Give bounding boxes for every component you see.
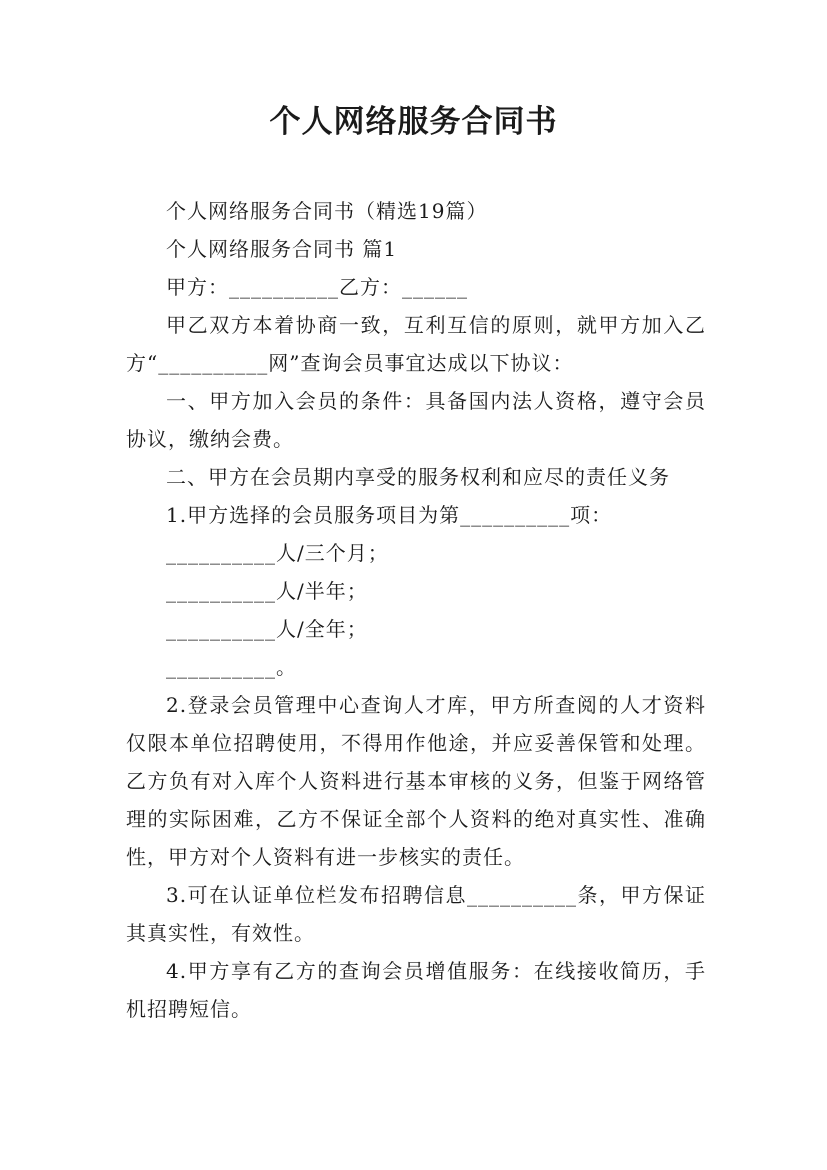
paragraph-item-1: 1.甲方选择的会员服务项目为第__________项：	[166, 503, 613, 527]
paragraph-item-4: 4.甲方享有乙方的查询会员增值服务：在线接收简历，手机招聘短信。	[126, 959, 706, 1021]
paragraph-clause-1: 一、甲方加入会员的条件：具备国内法人资格，遵守会员协议，缴纳会费。	[126, 389, 706, 451]
paragraph-subtitle: 个人网络服务合同书（精选19篇）	[166, 199, 488, 223]
paragraph-section-heading: 个人网络服务合同书 篇1	[166, 237, 398, 261]
document-body	[126, 192, 706, 1028]
paragraph-item-3: 3.可在认证单位栏发布招聘信息__________条，甲方保证其真实性，有效性。	[126, 883, 706, 945]
paragraph-parties: 甲方：__________乙方：______	[166, 275, 468, 299]
paragraph-option-half-year: __________人/半年；	[166, 579, 368, 603]
paragraph-option-blank: __________。	[166, 655, 297, 679]
paragraph-item-2: 2.登录会员管理中心查询人才库，甲方所查阅的人才资料仅限本单位招聘使用，不得用作他途，并应妥善保管和处理。乙方负有对入库个人资料进行基本审核的义务，但鉴于网络管理的实际困难，乙方不保证全部个人资料的绝对真实性、准确性，甲方对个人资料有进一步核实的责任。	[126, 693, 706, 869]
document-title: 个人网络服务合同书	[269, 104, 558, 140]
paragraph-clause-2: 二、甲方在会员期内享受的服务权利和应尽的责任义务	[166, 465, 670, 489]
paragraph-preamble: 甲乙双方本着协商一致，互利互信的原则，就甲方加入乙方“__________网”查询会员事宜达成以下协议：	[126, 313, 706, 375]
paragraph-option-full-year: __________人/全年；	[166, 617, 368, 641]
paragraph-option-three-months: __________人/三个月；	[166, 541, 389, 565]
